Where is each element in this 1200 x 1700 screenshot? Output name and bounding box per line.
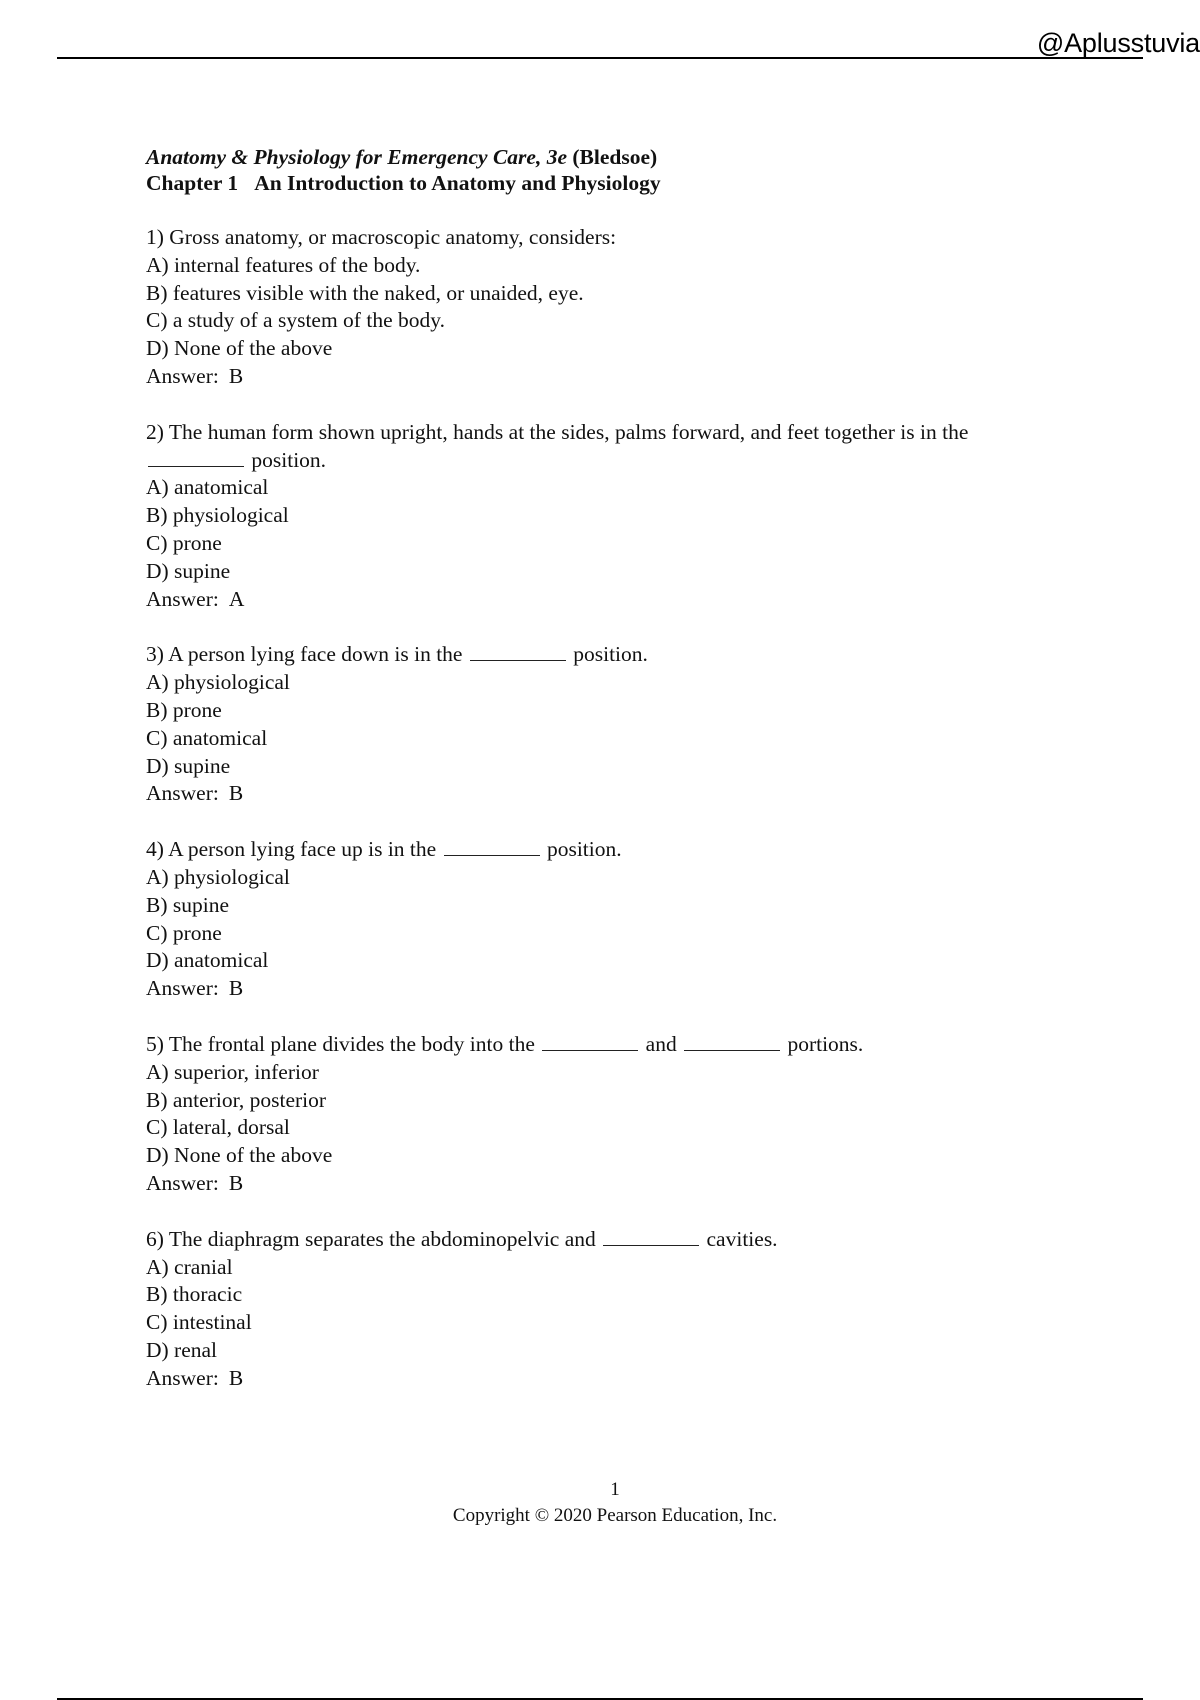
option-c: C) prone [146,920,222,945]
option-a: A) physiological [146,670,290,695]
option-c: C) intestinal [146,1310,252,1335]
answer-label: Answer: [146,781,219,806]
option-d: D) renal [146,1337,218,1362]
answer-value: B [228,781,244,806]
question-3 [146,641,1106,808]
option-b: B) thoracic [146,1282,243,1307]
fill-blank [684,1032,780,1051]
answer-value: B [228,1365,244,1390]
answer-line [146,1365,1106,1393]
option-b: B) prone [146,697,222,722]
book-title [146,144,1106,170]
fill-blank [470,642,566,661]
question-stem [146,836,1106,864]
option-a: A) cranial [146,1254,233,1279]
option-b: B) anterior, posterior [146,1087,327,1112]
stem-part-2: cavities. [706,1226,778,1251]
watermark: @Aplusstuvia [1036,28,1200,58]
answer-label: Answer: [146,586,219,611]
question-stem [146,641,1106,669]
stem-part-3: portions. [787,1031,864,1056]
question-1 [146,224,1106,391]
option-b: B) physiological [146,503,289,528]
option-c: C) anatomical [146,725,268,750]
option-c: C) prone [146,530,222,555]
option-d: D) None of the above [146,1143,333,1168]
option-a: A) physiological [146,864,290,889]
chapter-title: An Introduction to Anatomy and Physiology [254,171,661,195]
answer-value: A [228,586,245,611]
copyright-notice: Copyright © 2020 Pearson Education, Inc. [452,1505,778,1526]
document-body [146,144,1106,1392]
stem-part-2: position. [573,642,648,667]
fill-blank [444,837,540,856]
option-b: B) supine [146,892,230,917]
answer-line [146,975,1106,1003]
option-d: D) None of the above [146,336,333,361]
option-a: A) superior, inferior [146,1059,319,1084]
answer-value: B [228,976,244,1001]
question-stem [146,419,1106,475]
stem-part-2: position. [546,837,622,862]
option-a: A) internal features of the body. [146,252,421,277]
answer-value: B [228,1170,244,1195]
stem-part-1: 5) The frontal plane divides the body into the [146,1031,535,1056]
page-footer [0,1477,1200,1529]
stem-part-1: 3) A person lying face down is in the [146,642,463,667]
question-5 [146,1031,1106,1198]
option-d: D) supine [146,753,231,778]
fill-blank [603,1227,699,1246]
stem-part-2: and [645,1031,677,1056]
question-stem: 1) Gross anatomy, or macroscopic anatomy, considers: [146,225,617,249]
question-2 [146,419,1106,614]
option-b: B) features visible with the naked, or unaided, eye. [146,280,584,305]
answer-line [146,363,1106,391]
stem-part-1: 2) The human form shown upright, hands at the sides, palms forward, and feet together is in the [146,419,969,444]
answer-value: B [228,363,244,388]
top-rule [57,57,1143,59]
question-6 [146,1226,1106,1393]
fill-blank [542,1032,638,1051]
stem-part-1: 6) The diaphragm separates the abdominopelvic and [146,1226,596,1251]
answer-label: Answer: [146,1170,219,1195]
answer-line [146,586,1106,614]
question-4 [146,836,1106,1003]
answer-label: Answer: [146,976,219,1001]
book-author: (Bledsoe) [572,145,658,169]
page-number: 1 [610,1479,620,1500]
answer-label: Answer: [146,1365,219,1390]
option-d: D) supine [146,558,231,583]
question-stem [146,1226,1106,1254]
stem-part-2: position. [251,447,327,472]
answer-line [146,1170,1106,1198]
answer-line [146,780,1106,808]
option-c: C) lateral, dorsal [146,1115,290,1140]
option-a: A) anatomical [146,475,269,500]
chapter-label: Chapter 1 [146,171,239,195]
book-title-text: Anatomy & Physiology for Emergency Care, 3e [146,145,568,169]
fill-blank [148,448,244,467]
answer-label: Answer: [146,363,219,388]
option-d: D) anatomical [146,948,269,973]
question-stem [146,1031,1106,1059]
chapter-heading [146,170,1106,196]
option-c: C) a study of a system of the body. [146,308,445,333]
stem-part-1: 4) A person lying face up is in the [146,837,437,862]
